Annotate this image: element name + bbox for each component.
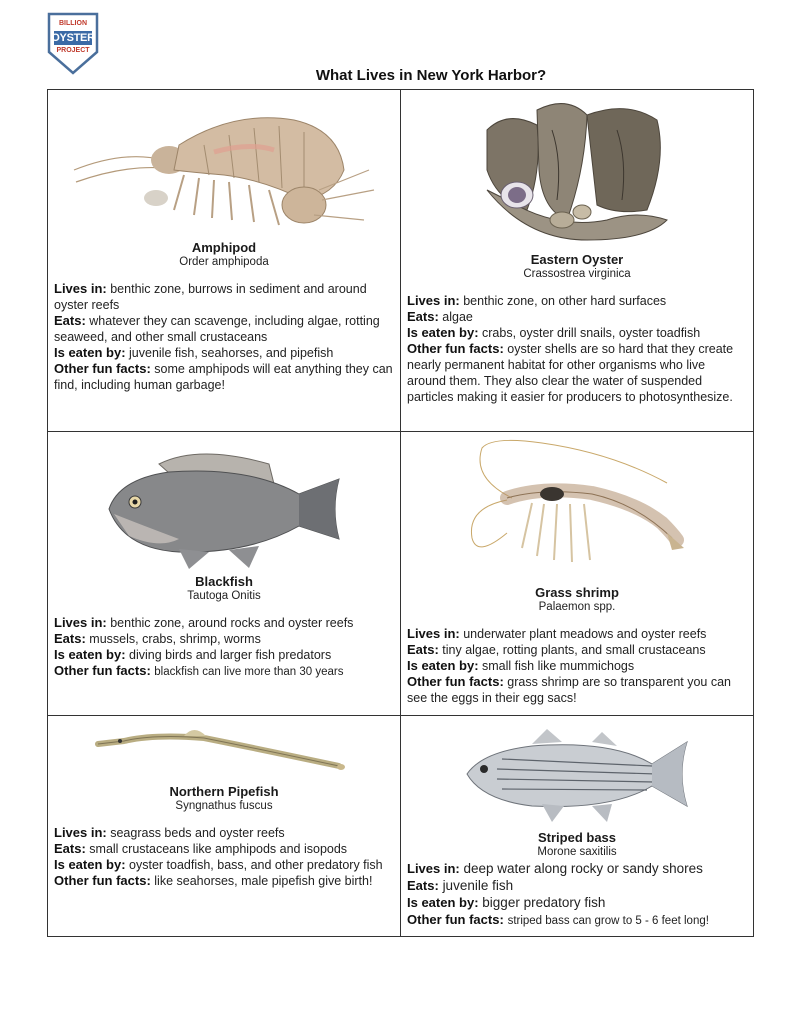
eats-line <box>54 631 394 647</box>
organism-facts <box>54 825 394 889</box>
lives-in-label: Lives in: <box>54 615 107 630</box>
eats-value: juvenile fish <box>442 878 514 893</box>
fun-facts-value: like seahorses, male pipefish give birth! <box>154 874 373 888</box>
fun-facts-label: Other fun facts: <box>54 361 151 376</box>
eats-value: small crustaceans like amphipods and isopods <box>89 842 348 856</box>
eaten-by-value: diving birds and larger fish predators <box>129 648 332 662</box>
grass-shrimp-illustration <box>462 438 692 583</box>
lives-in-label: Lives in: <box>407 293 460 308</box>
lives-in-value: benthic zone, on other hard surfaces <box>463 294 667 308</box>
organism-grid <box>47 89 754 937</box>
fun-facts-line <box>54 663 394 680</box>
eats-line <box>407 642 747 658</box>
lives-in-line <box>54 825 394 841</box>
organism-scientific-name: Palaemon spp. <box>538 601 616 613</box>
eats-line <box>407 877 747 894</box>
eats-label: Eats: <box>54 631 86 646</box>
striped-bass-illustration <box>462 724 692 828</box>
organism-card-eastern-oyster <box>401 90 754 432</box>
logo-main-text: OYSTER <box>51 32 95 44</box>
fun-facts-label: Other fun facts: <box>407 674 504 689</box>
organism-scientific-name: Morone saxitilis <box>537 846 617 858</box>
eaten-by-line <box>54 345 394 361</box>
organism-name: Eastern Oyster <box>530 252 624 267</box>
fun-facts-label: Other fun facts: <box>407 912 504 927</box>
lives-in-value: benthic zone, around rocks and oyster reefs <box>110 616 354 630</box>
logo-bottom-text: PROJECT <box>56 47 90 54</box>
organism-name: Amphipod <box>191 240 257 255</box>
lives-in-value: underwater plant meadows and oyster reefs <box>463 627 707 641</box>
lives-in-label: Lives in: <box>407 861 460 876</box>
eaten-by-line <box>407 658 747 674</box>
organism-facts <box>54 281 394 393</box>
lives-in-line <box>407 860 747 877</box>
eaten-by-label: Is eaten by: <box>407 895 479 910</box>
organism-name: Grass shrimp <box>535 585 619 600</box>
organism-name: Northern Pipefish <box>169 784 279 799</box>
eaten-by-value: crabs, oyster drill snails, oyster toadfish <box>482 326 701 340</box>
eats-value: mussels, crabs, shrimp, worms <box>89 632 261 646</box>
lives-in-value: deep water along rocky or sandy shores <box>463 861 703 876</box>
fun-facts-value: blackfish can live more than 30 years <box>154 666 344 678</box>
billion-oyster-project-logo <box>47 12 99 75</box>
organism-scientific-name: Tautoga Onitis <box>187 590 261 602</box>
eaten-by-label: Is eaten by: <box>54 345 126 360</box>
organism-facts <box>407 626 747 706</box>
eaten-by-line <box>54 647 394 663</box>
eats-label: Eats: <box>407 642 439 657</box>
eats-label: Eats: <box>407 878 439 893</box>
organism-card-grass-shrimp <box>401 432 754 716</box>
eats-line <box>54 313 394 345</box>
organism-name: Striped bass <box>537 830 617 845</box>
lives-in-line <box>54 281 394 313</box>
organism-scientific-name: Order amphipoda <box>179 256 269 268</box>
fun-facts-label: Other fun facts: <box>54 663 151 678</box>
eaten-by-label: Is eaten by: <box>407 325 479 340</box>
lives-in-line <box>407 293 747 309</box>
fun-facts-label: Other fun facts: <box>407 341 504 356</box>
fun-facts-line <box>407 341 747 405</box>
eats-label: Eats: <box>54 313 86 328</box>
eaten-by-value: oyster toadfish, bass, and other predatory fish <box>129 858 383 872</box>
fun-facts-value: some amphipods will eat anything they can find, including human garbage! <box>54 362 393 392</box>
eaten-by-label: Is eaten by: <box>407 658 479 673</box>
fun-facts-line <box>54 873 394 889</box>
organism-facts <box>407 293 747 405</box>
fun-facts-value: oyster shells are so hard that they create nearly permanent habitat for other organisms who live around them. They also clear the water of suspended particles making it easier for producers to photosynthesize. <box>407 342 734 404</box>
pipefish-illustration <box>94 724 354 782</box>
lives-in-label: Lives in: <box>407 626 460 641</box>
eaten-by-line <box>407 325 747 341</box>
organism-card-northern-pipefish <box>48 716 401 937</box>
eats-label: Eats: <box>407 309 439 324</box>
organism-name: Blackfish <box>195 574 253 589</box>
eaten-by-line <box>54 857 394 873</box>
blackfish-illustration <box>99 444 349 572</box>
eaten-by-value: bigger predatory fish <box>482 895 606 910</box>
logo-top-text: BILLION <box>59 20 87 27</box>
organism-card-striped-bass <box>401 716 754 937</box>
lives-in-value: benthic zone, burrows in sediment and around oyster reefs <box>54 282 367 312</box>
organism-facts <box>54 615 394 680</box>
page-title: What Lives in New York Harbor? <box>315 67 547 84</box>
amphipod-illustration <box>64 90 384 238</box>
lives-in-value: seagrass beds and oyster reefs <box>110 826 285 840</box>
fun-facts-line <box>54 361 394 393</box>
eats-value: whatever they can scavenge, including algae, rotting seaweed, and other small crustaceans <box>54 314 380 344</box>
eats-line <box>407 309 747 325</box>
organism-card-amphipod <box>48 90 401 432</box>
lives-in-line <box>54 615 394 631</box>
eaten-by-label: Is eaten by: <box>54 857 126 872</box>
eaten-by-value: small fish like mummichogs <box>482 659 635 673</box>
fun-facts-label: Other fun facts: <box>54 873 151 888</box>
lives-in-label: Lives in: <box>54 825 107 840</box>
eats-line <box>54 841 394 857</box>
eats-value: tiny algae, rotting plants, and small crustaceans <box>442 643 706 657</box>
organism-scientific-name: Crassostrea virginica <box>523 268 631 280</box>
fun-facts-value: grass shrimp are so transparent you can see the eggs in their egg sacs! <box>407 675 731 705</box>
eaten-by-line <box>407 894 747 911</box>
lives-in-label: Lives in: <box>54 281 107 296</box>
organism-scientific-name: Syngnathus fuscus <box>175 800 273 812</box>
eats-value: algae <box>442 310 473 324</box>
lives-in-line <box>407 626 747 642</box>
fun-facts-value: striped bass can grow to 5 - 6 feet long! <box>507 915 709 927</box>
fun-facts-line <box>407 911 747 930</box>
eaten-by-value: juvenile fish, seahorses, and pipefish <box>129 346 334 360</box>
fun-facts-line <box>407 674 747 706</box>
eaten-by-label: Is eaten by: <box>54 647 126 662</box>
organism-facts <box>407 860 747 930</box>
organism-card-blackfish <box>48 432 401 716</box>
oyster-illustration <box>467 90 687 250</box>
eats-label: Eats: <box>54 841 86 856</box>
